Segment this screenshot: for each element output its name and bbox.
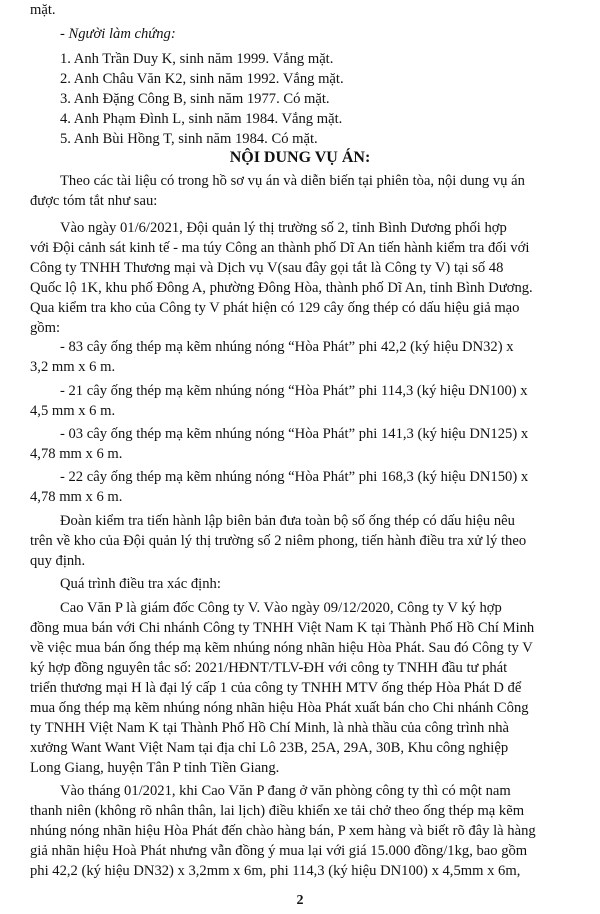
item-line: 4,78 mm x 6 m.	[30, 489, 123, 505]
section-title: NỘI DUNG VỤ ÁN:	[229, 149, 371, 166]
item-line: 4,78 mm x 6 m.	[30, 446, 123, 462]
paragraph-line: giả nhãn hiệu Hoà Phát nhưng vẫn đồng ý mua lại với giá 15.000 đồng/1kg, bao gồm	[30, 843, 528, 859]
item-line: 4,5 mm x 6 m.	[30, 403, 116, 419]
witness-item: 2. Anh Châu Văn K2, sinh năm 1992. Vắng mặt.	[60, 71, 344, 87]
investigation-label: Quá trình điều tra xác định:	[60, 576, 221, 592]
paragraph-line: Đoàn kiểm tra tiến hành lập biên bản đưa toàn bộ số ống thép có dấu hiệu nêu	[60, 513, 515, 529]
paragraph-line: Vào tháng 01/2021, khi Cao Văn P đang ở văn phòng công ty thì có một nam	[60, 783, 511, 799]
paragraph-line: gồm:	[30, 320, 60, 336]
paragraph-line: mua ống thép mạ kẽm nhúng nóng nhãn hiệu Hòa Phát xuất bán cho Chi nhánh Công	[30, 700, 529, 716]
paragraph-line: Cao Văn P là giám đốc Công ty V. Vào ngày 09/12/2020, Công ty V ký hợp	[60, 600, 502, 616]
paragraph-line: Long Giang, huyện Tân P tỉnh Tiền Giang.	[30, 760, 280, 776]
paragraph-line: phi 42,2 (ký hiệu DN32) x 3,2mm x 6m, phi 114,3 (ký hiệu DN100) x 4,5mm x 6m,	[30, 863, 521, 879]
paragraph-line: xưởng Want Want Việt Nam tại địa chỉ Lô 23B, 25A, 29A, 30B, Khu công nghiệp	[30, 740, 509, 756]
paragraph-line: đồng mua bán với Chi nhánh Công ty TNHH Việt Nam K tại Thành Phố Hồ Chí Minh	[30, 620, 535, 636]
paragraph-line: về việc mua bán ống thép mạ kẽm nhúng nóng nhãn hiệu Hòa Phát. Sau đó Công ty V	[30, 640, 533, 656]
item-line: - 03 cây ống thép mạ kẽm nhúng nóng “Hòa Phát” phi 141,3 (ký hiệu DN125) x	[60, 426, 529, 442]
paragraph-line: ký hợp đồng nguyên tắc số: 2021/HĐNT/TLV-ĐH với công ty TNHH đầu tư phát	[30, 660, 508, 676]
intro-line: Theo các tài liệu có trong hồ sơ vụ án và diễn biến tại phiên tòa, nội dung vụ án	[60, 173, 525, 189]
intro-line: được tóm tắt như sau:	[30, 193, 158, 209]
witness-item: 4. Anh Phạm Đình L, sinh năm 1984. Vắng mặt.	[60, 111, 343, 127]
paragraph-line: ty TNHH Việt Nam K tại Thành Phố Hồ Chí Minh, là nhà thầu của công trình nhà	[30, 720, 510, 736]
paragraph-line: nhúng nóng nhãn hiệu Hòa Phát đến chào hàng bán, P xem hàng và biết rõ đây là hàng	[30, 823, 536, 839]
paragraph-line: quy định.	[30, 553, 86, 569]
paragraph-line: Qua kiểm tra kho của Công ty V phát hiện có 129 cây ống thép có dấu hiệu giả mạo	[30, 300, 520, 316]
paragraph-line: thanh niên (không rõ nhân thân, lai lịch) điều khiển xe tải chở theo ống thép mạ kẽm	[30, 803, 525, 819]
witness-label: - Người làm chứng:	[60, 26, 176, 42]
item-line: 3,2 mm x 6 m.	[30, 359, 116, 375]
paragraph-line: với Đội cảnh sát kinh tế - ma túy Công an thành phố Dĩ An tiến hành kiểm tra đối với	[30, 240, 530, 256]
witness-item: 3. Anh Đặng Công B, sinh năm 1977. Có mặt.	[60, 91, 330, 107]
witness-item: 1. Anh Trần Duy K, sinh năm 1999. Vắng mặt.	[60, 51, 334, 67]
item-line: - 21 cây ống thép mạ kẽm nhúng nóng “Hòa Phát” phi 114,3 (ký hiệu DN100) x	[60, 383, 528, 399]
item-line: - 22 cây ống thép mạ kẽm nhúng nóng “Hòa Phát” phi 168,3 (ký hiệu DN150) x	[60, 469, 529, 485]
top-line: mặt.	[30, 2, 56, 18]
page-number: 2	[296, 893, 304, 908]
paragraph-line: Vào ngày 01/6/2021, Đội quản lý thị trường số 2, tỉnh Bình Dương phối hợp	[60, 220, 507, 236]
paragraph-line: Công ty TNHH Thương mại và Dịch vụ V(sau đây gọi tắt là Công ty V) tại số 48	[30, 260, 504, 276]
witness-item: 5. Anh Bùi Hồng T, sinh năm 1984. Có mặt.	[60, 131, 318, 147]
item-line: - 83 cây ống thép mạ kẽm nhúng nóng “Hòa Phát” phi 42,2 (ký hiệu DN32) x	[60, 339, 514, 355]
paragraph-line: Quốc lộ 1K, khu phố Đông A, phường Đông Hòa, thành phố Dĩ An, tỉnh Bình Dương.	[30, 280, 533, 296]
paragraph-line: trên về kho của Đội quản lý thị trường số 2 niêm phong, tiến hành điều tra xử lý theo	[30, 533, 527, 549]
paragraph-line: triển thương mại H là đại lý cấp 1 của công ty TNHH MTV ống thép Hòa Phát D để	[30, 680, 522, 696]
